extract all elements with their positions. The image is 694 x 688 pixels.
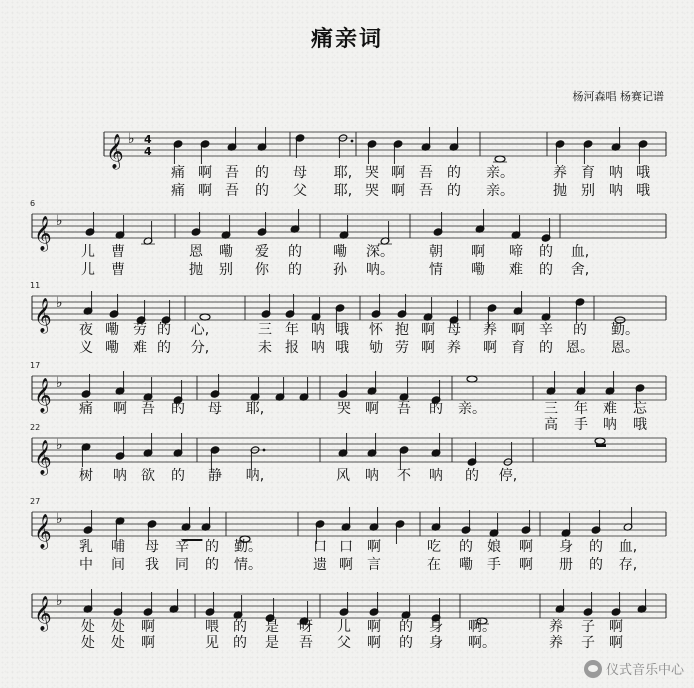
- lyric-syllable: 养: [549, 619, 563, 635]
- lyric-syllable: 的: [171, 468, 185, 484]
- lyric-syllable: 哭: [365, 165, 379, 181]
- lyric-syllable: 年: [574, 401, 588, 417]
- lyric-syllable: 子: [581, 619, 595, 635]
- lyric-syllable: 亲。: [486, 183, 514, 199]
- lyric-syllable: 耶,: [333, 165, 353, 181]
- treble-clef-icon: 𝄞: [34, 216, 52, 251]
- key-signature-flat: ♭: [56, 593, 63, 609]
- lyric-syllable: 的: [171, 401, 185, 417]
- lyric-syllable: 你: [255, 262, 269, 278]
- lyric-syllable: 吾: [397, 401, 411, 417]
- lyric-syllable: 的: [255, 165, 269, 181]
- augmentation-dot: [263, 449, 266, 452]
- lyric-syllable: 的: [589, 539, 603, 555]
- lyric-syllable: 啊: [609, 635, 623, 651]
- lyric-syllable: 三: [258, 322, 272, 338]
- lyric-syllable: 呐: [609, 165, 623, 181]
- lyric-syllable: 同: [175, 557, 189, 573]
- measure-number: 17: [30, 361, 41, 370]
- lyric-syllable: 呐: [311, 322, 325, 338]
- lyric-syllable: 恩。: [566, 340, 594, 356]
- lyric-syllable: 吾: [419, 165, 433, 181]
- notehead: [595, 438, 605, 444]
- lyric-syllable: 啊: [519, 539, 533, 555]
- lyric-syllable: 难: [133, 340, 147, 356]
- lyric-syllable: 身: [559, 539, 573, 555]
- lyric-syllable: 啊: [391, 183, 405, 199]
- lyric-syllable: 风: [336, 468, 350, 484]
- lyric-syllable: 的: [233, 635, 247, 651]
- lyric-syllable: 我: [145, 557, 159, 573]
- lyric-syllable: 养: [549, 635, 563, 651]
- lyric-syllable: 勤。: [611, 322, 639, 338]
- lyric-syllable: 别: [219, 262, 233, 278]
- key-signature-flat: ♭: [128, 131, 135, 147]
- lyric-syllable: 吾: [419, 183, 433, 199]
- lyric-syllable: 的: [255, 183, 269, 199]
- lyric-syllable: 的: [539, 340, 553, 356]
- lyric-syllable: 停,: [498, 468, 518, 484]
- lyric-syllable: 嘞: [105, 340, 119, 356]
- lyric-syllable: 母: [447, 322, 461, 338]
- lyric-syllable: 痛: [171, 183, 185, 199]
- lyric-syllable: 呐,: [245, 468, 265, 484]
- lyric-syllable: 手: [487, 557, 501, 573]
- lyric-syllable: 呐: [365, 468, 379, 484]
- lyric-syllable: 儿: [81, 244, 95, 260]
- lyric-syllable: 处: [81, 635, 95, 651]
- lyric-syllable: 勤。: [234, 539, 262, 555]
- time-signature-top: 4: [144, 133, 152, 146]
- lyric-syllable: 嘞: [471, 262, 485, 278]
- lyric-syllable: 的: [399, 619, 413, 635]
- lyric-syllable: 口: [339, 539, 353, 555]
- lyric-syllable: 的: [465, 468, 479, 484]
- lyric-syllable: 痛: [171, 165, 185, 181]
- whole-rest: [596, 444, 606, 447]
- measure-number: 27: [30, 497, 41, 506]
- lyric-syllable: 嘞: [105, 322, 119, 338]
- lyric-syllable: 吾: [141, 401, 155, 417]
- lyric-syllable: 中: [79, 557, 93, 573]
- key-signature-flat: ♭: [56, 437, 63, 453]
- measure-number: 11: [30, 281, 41, 290]
- lyric-syllable: 哺: [111, 539, 125, 555]
- lyric-syllable: 养: [447, 340, 461, 356]
- lyric-syllable: 劳: [395, 340, 409, 356]
- lyric-syllable: 抱: [395, 322, 409, 338]
- lyric-syllable: 吾: [225, 183, 239, 199]
- lyric-syllable: 的: [157, 340, 171, 356]
- lyric-syllable: 夜: [79, 322, 93, 338]
- lyric-syllable: 耶,: [333, 183, 353, 199]
- lyric-syllable: 耶,: [245, 401, 265, 417]
- lyric-syllable: 欲: [141, 468, 155, 484]
- lyric-syllable: 恩。: [611, 340, 639, 356]
- lyric-syllable: 痛: [79, 401, 93, 417]
- time-signature-bottom: 4: [144, 145, 152, 158]
- lyric-syllable: 母: [208, 401, 222, 417]
- lyric-syllable: 的: [459, 539, 473, 555]
- notehead: [200, 314, 210, 320]
- lyric-syllable: 啊: [511, 322, 525, 338]
- lyric-syllable: 高: [544, 417, 558, 433]
- lyric-syllable: 儿: [81, 262, 95, 278]
- lyric-syllable: 啊。: [468, 635, 496, 651]
- lyric-syllable: 曹: [111, 244, 125, 260]
- credit-line: 杨河森唱 杨赛记谱: [572, 90, 664, 103]
- lyric-syllable: 哦: [636, 183, 650, 199]
- lyric-syllable: 册: [559, 557, 573, 573]
- lyric-syllable: 心,: [190, 322, 210, 338]
- lyric-syllable: 的: [539, 262, 553, 278]
- lyric-syllable: 呐: [609, 183, 623, 199]
- lyric-syllable: 哦: [335, 340, 349, 356]
- lyric-syllable: 吾: [225, 165, 239, 181]
- lyric-syllable: 手: [574, 417, 588, 433]
- lyric-syllable: 的: [288, 244, 302, 260]
- lyric-syllable: 的: [573, 322, 587, 338]
- key-signature-flat: ♭: [56, 295, 63, 311]
- lyric-syllable: 嘞: [459, 557, 473, 573]
- lyric-syllable: 深。: [366, 244, 394, 260]
- lyric-syllable: 的: [233, 619, 247, 635]
- lyric-syllable: 的: [205, 557, 219, 573]
- lyric-syllable: 嘞: [333, 244, 347, 260]
- lyric-syllable: 舍,: [570, 262, 590, 278]
- treble-clef-icon: 𝄞: [34, 596, 52, 631]
- lyric-syllable: 呐: [603, 417, 617, 433]
- lyric-syllable: 血,: [570, 244, 590, 260]
- lyric-syllable: 喂: [205, 619, 219, 635]
- lyric-syllable: 的: [447, 165, 461, 181]
- lyric-syllable: 情: [429, 262, 443, 278]
- lyric-syllable: 啊: [609, 619, 623, 635]
- lyric-syllable: 的: [157, 322, 171, 338]
- key-signature-flat: ♭: [56, 213, 63, 229]
- lyric-syllable: 母: [293, 165, 307, 181]
- lyric-syllable: 的: [429, 401, 443, 417]
- lyric-syllable: 啊: [198, 183, 212, 199]
- lyric-syllable: 的: [205, 539, 219, 555]
- lyric-syllable: 父: [337, 635, 351, 651]
- lyric-syllable: 啊: [471, 244, 485, 260]
- notehead: [495, 156, 505, 162]
- lyric-syllable: 啊: [339, 557, 353, 573]
- lyric-syllable: 年: [285, 322, 299, 338]
- lyric-syllable: 养: [483, 322, 497, 338]
- lyric-syllable: 难: [509, 262, 523, 278]
- lyric-syllable: 言: [367, 557, 381, 573]
- lyric-syllable: 嘞: [219, 244, 233, 260]
- lyric-syllable: 吾: [299, 635, 313, 651]
- lyric-syllable: 的: [288, 262, 302, 278]
- lyric-syllable: 静: [208, 468, 222, 484]
- lyric-syllable: 间: [111, 557, 125, 573]
- lyric-syllable: 情。: [234, 557, 262, 573]
- lyric-syllable: 哭: [365, 183, 379, 199]
- lyric-syllable: 啊: [391, 165, 405, 181]
- lyric-syllable: 母: [145, 539, 159, 555]
- lyric-syllable: 哭: [337, 401, 351, 417]
- lyric-syllable: 遗: [313, 557, 327, 573]
- lyric-syllable: 啊: [113, 401, 127, 417]
- lyric-syllable: 养: [553, 165, 567, 181]
- lyric-syllable: 乳: [79, 539, 93, 555]
- lyric-syllable: 分,: [190, 340, 210, 356]
- lyric-syllable: 啊: [519, 557, 533, 573]
- lyric-syllable: 育: [581, 165, 595, 181]
- lyric-syllable: 三: [544, 401, 558, 417]
- lyric-syllable: 啊: [483, 340, 497, 356]
- lyric-syllable: 的: [399, 635, 413, 651]
- lyric-syllable: 的: [589, 557, 603, 573]
- lyric-syllable: 父: [293, 183, 307, 199]
- treble-clef-icon: 𝄞: [106, 134, 124, 169]
- lyric-syllable: 是: [265, 635, 279, 651]
- lyric-syllable: 怀: [369, 322, 383, 338]
- lyric-syllable: 哦: [633, 417, 647, 433]
- lyric-syllable: 爱: [255, 244, 269, 260]
- lyric-syllable: 血,: [618, 539, 638, 555]
- song-title: 痛亲词: [310, 27, 383, 52]
- lyric-syllable: 啊: [141, 619, 155, 635]
- measure-number: 22: [30, 423, 41, 432]
- lyric-syllable: 啊: [141, 635, 155, 651]
- lyric-syllable: 辛: [539, 322, 553, 338]
- notehead: [467, 376, 477, 382]
- lyric-syllable: 在: [427, 557, 441, 573]
- lyric-syllable: 见: [205, 635, 219, 651]
- lyric-syllable: 抛: [553, 183, 567, 199]
- lyric-syllable: 义: [79, 340, 93, 356]
- lyric-syllable: 啊: [421, 322, 435, 338]
- lyric-syllable: 不: [397, 468, 411, 484]
- lyric-syllable: 啊: [421, 340, 435, 356]
- lyric-syllable: 朝: [429, 244, 443, 260]
- watermark: [584, 659, 684, 678]
- treble-clef-icon: 𝄞: [34, 298, 52, 333]
- lyric-syllable: 身: [429, 619, 443, 635]
- lyric-syllable: 啊: [367, 635, 381, 651]
- watermark-text: 仪式音乐中心: [605, 663, 684, 678]
- lyric-syllable: 存,: [618, 557, 638, 573]
- lyric-syllable: 孙: [333, 262, 347, 278]
- augmentation-dot: [351, 140, 354, 143]
- lyric-syllable: 恩: [189, 244, 203, 260]
- lyric-syllable: 啊。: [468, 619, 496, 635]
- lyric-syllable: 身: [429, 635, 443, 651]
- wechat-logo-icon: [584, 660, 602, 678]
- lyric-syllable: 亲。: [458, 401, 486, 417]
- lyric-syllable: 吃: [427, 539, 441, 555]
- lyric-syllable: 报: [285, 340, 299, 356]
- lyric-syllable: 娘: [487, 539, 501, 555]
- lyric-syllable: 劬: [369, 340, 383, 356]
- lyric-syllable: 子: [581, 635, 595, 651]
- key-signature-flat: ♭: [56, 375, 63, 391]
- lyric-syllable: 啊: [198, 165, 212, 181]
- lyric-syllable: 育: [511, 340, 525, 356]
- measure-number: 6: [30, 199, 36, 208]
- lyric-syllable: 呀: [299, 619, 313, 635]
- lyric-syllable: 难: [603, 401, 617, 417]
- lyric-syllable: 儿: [337, 619, 351, 635]
- lyric-syllable: 是: [265, 619, 279, 635]
- lyric-syllable: 呐: [429, 468, 443, 484]
- lyric-syllable: 啼: [509, 244, 523, 260]
- lyric-syllable: 啊: [365, 401, 379, 417]
- lyric-syllable: 处: [111, 635, 125, 651]
- lyric-syllable: 亲。: [486, 165, 514, 181]
- lyric-syllable: 呐: [113, 468, 127, 484]
- lyric-syllable: 抛: [189, 262, 203, 278]
- lyric-syllable: 处: [81, 619, 95, 635]
- lyric-syllable: 的: [447, 183, 461, 199]
- lyric-syllable: 劳: [133, 322, 147, 338]
- lyric-syllable: 哦: [335, 322, 349, 338]
- lyric-syllable: 呐。: [366, 262, 394, 278]
- treble-clef-icon: 𝄞: [34, 378, 52, 413]
- lyric-syllable: 啊: [367, 539, 381, 555]
- lyric-syllable: 啊: [367, 619, 381, 635]
- lyric-syllable: 口: [313, 539, 327, 555]
- lyric-syllable: 辛: [175, 539, 189, 555]
- lyric-syllable: 树: [79, 468, 93, 484]
- lyric-syllable: 曹: [111, 262, 125, 278]
- treble-clef-icon: 𝄞: [34, 514, 52, 549]
- lyric-syllable: 的: [539, 244, 553, 260]
- treble-clef-icon: 𝄞: [34, 440, 52, 475]
- lyric-syllable: 忘: [633, 401, 647, 417]
- lyric-syllable: 哦: [636, 165, 650, 181]
- key-signature-flat: ♭: [56, 511, 63, 527]
- lyric-syllable: 未: [258, 340, 272, 356]
- lyric-syllable: 呐: [311, 340, 325, 356]
- lyric-syllable: 别: [581, 183, 595, 199]
- lyric-syllable: 处: [111, 619, 125, 635]
